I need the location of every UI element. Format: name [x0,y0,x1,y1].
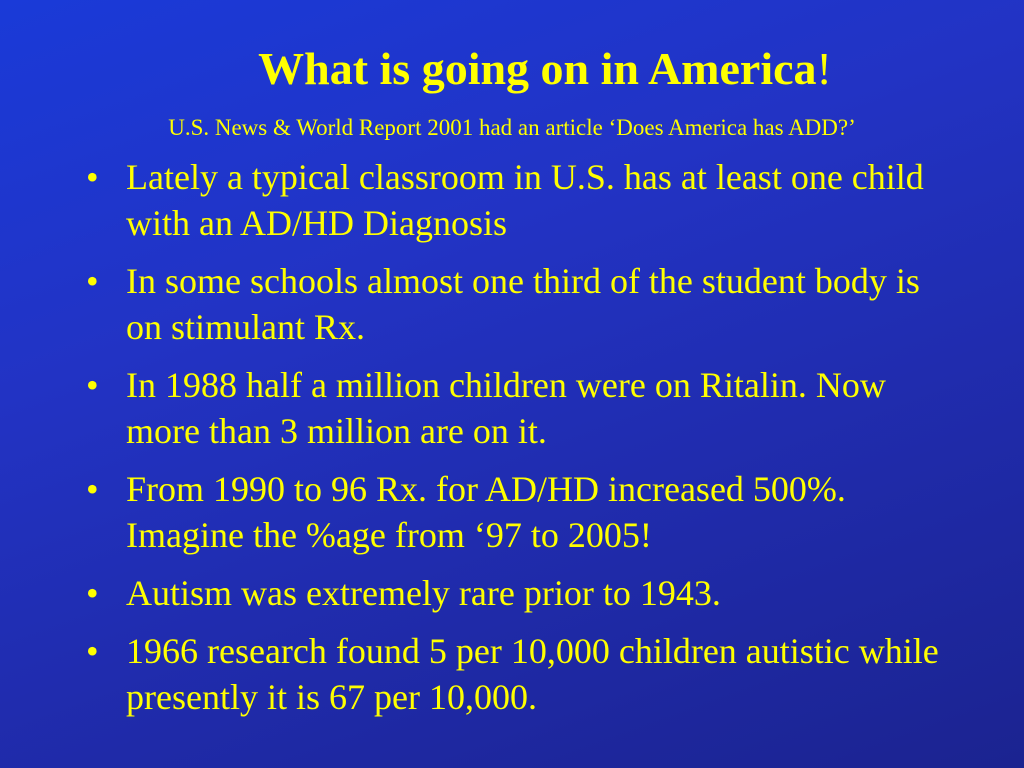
bullet-icon: • [86,573,99,613]
bullet-icon: • [86,469,99,509]
bullet-text: In 1988 half a million children were on Ritalin. Now more than 3 million are on it. [126,365,886,451]
slide-title [0,44,1024,95]
bullet-text: In some schools almost one third of the student body is on stimulant Rx. [126,261,920,347]
bullet-text: Autism was extremely rare prior to 1943. [126,573,721,613]
bullet-item [84,362,944,454]
bullet-list [84,154,944,732]
bullet-icon: • [86,631,99,671]
bullet-item [84,466,944,558]
bullet-icon: • [86,157,99,197]
bullet-icon: • [86,261,99,301]
bullet-item [84,154,944,246]
bullet-text: From 1990 to 96 Rx. for AD/HD increased 500%. Imagine the %age from ‘97 to 2005! [126,469,846,555]
slide-title-exclamation: ! [816,43,832,94]
slide-title-text: What is going on in America [258,43,817,94]
bullet-icon: • [86,365,99,405]
bullet-item [84,570,944,616]
bullet-item [84,628,944,720]
bullet-text: Lately a typical classroom in U.S. has at least one child with an AD/HD Diagnosis [126,157,924,243]
bullet-text: 1966 research found 5 per 10,000 children autistic while presently it is 67 per 10,000. [126,631,939,717]
slide-subtitle: U.S. News & World Report 2001 had an article ‘Does America has ADD?’ [168,115,856,140]
bullet-item [84,258,944,350]
